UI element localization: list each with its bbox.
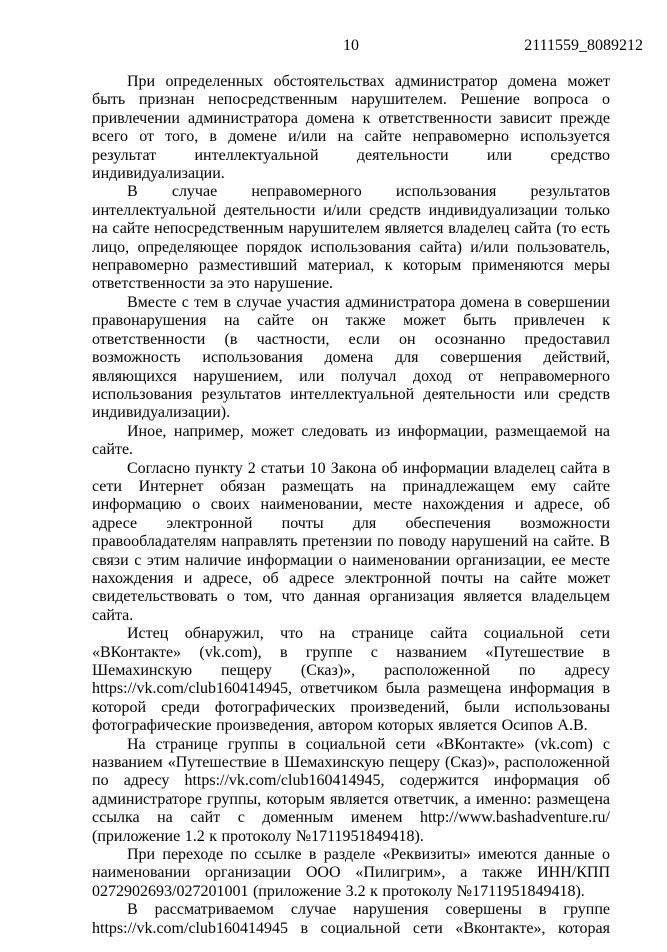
document-body bbox=[92, 73, 610, 938]
page-number: 10 bbox=[343, 37, 359, 54]
paragraph: Иное, например, может следовать из информации, размещаемой на сайте. bbox=[92, 422, 610, 459]
paragraph: В рассматриваемом случае нарушения совершены в группе https://vk.com/club160414945 в социальной сети «Вконтакте», которая bbox=[92, 901, 610, 937]
paragraph: Вместе с тем в случае участия администратора домена в совершении правонарушения на сайте он также может быть привлечен к ответственности (в частности, если он осознанно предоставил возможность использования домена для совершения действий, являющихся нарушением, или получал доход от неправомерного использования результатов интеллектуальной деятельности или средств индивидуализации). bbox=[92, 293, 610, 422]
page-header bbox=[92, 37, 643, 57]
case-number: 2111559_8089212 bbox=[524, 37, 643, 54]
paragraph: В случае неправомерного использования результатов интеллектуальной деятельности и/или средств индивидуализации только на сайте непосредственным нарушителем является владелец сайта (то есть лицо, определяющее порядок использования сайта) и/или пользователь, неправомерно разместивший материал, к которым применяются меры ответственности за это нарушение. bbox=[92, 183, 610, 293]
paragraph: При определенных обстоятельствах администратор домена может быть признан непосредственным нарушителем. Решение вопроса о привлечении администратора домена к ответственности зависит прежде всего от того, в домене и/или на сайте неправомерно используется результат интеллектуальной деятельности или средство индивидуализации. bbox=[92, 73, 610, 183]
paragraph: При переходе по ссылке в разделе «Реквизиты» имеются данные о наименовании организации ООО «Пилигрим», а также ИНН/КПП 0272902693/027201001 (приложение 3.2 к протоколу №1711951849418). bbox=[92, 846, 610, 900]
paragraph: Согласно пункту 2 статьи 10 Закона об информации владелец сайта в сети Интернет обязан размещать на принадлежащем ему сайте информацию о своих наименовании, месте нахождения и адресе, об адресе электронной почты для обеспечения возможности правообладателям направлять претензии по поводу нарушений на сайте. В связи с этим наличие информации о наименовании организации, ее месте нахождения и адресе, об адресе электронной почты на сайте может свидетельствовать о том, что данная организация является владельцем сайта. bbox=[92, 459, 610, 624]
paragraph: На странице группы в социальной сети «ВКонтакте» (vk.com) с названием «Путешествие в Шемахинскую пещеру (Сказ)», расположенной по адресу https://vk.com/club160414945, содержится информация об администраторе группы, которым является ответчик, а именно: размещена ссылка на сайт с доменным именем http://www.bashadventure.ru/ (приложение 1.2 к протоколу №1711951849418). bbox=[92, 735, 610, 845]
paragraph: Истец обнаружил, что на странице сайта социальной сети «ВКонтакте» (vk.com), в группе с названием «Путешествие в Шемахинскую пещеру (Сказ)», расположенной по адресу https://vk.com/club160414945, ответчиком была размещена информация в которой среди фотографических произведений, были использованы фотографические произведения, автором которых является Осипов А.В. bbox=[92, 625, 610, 735]
